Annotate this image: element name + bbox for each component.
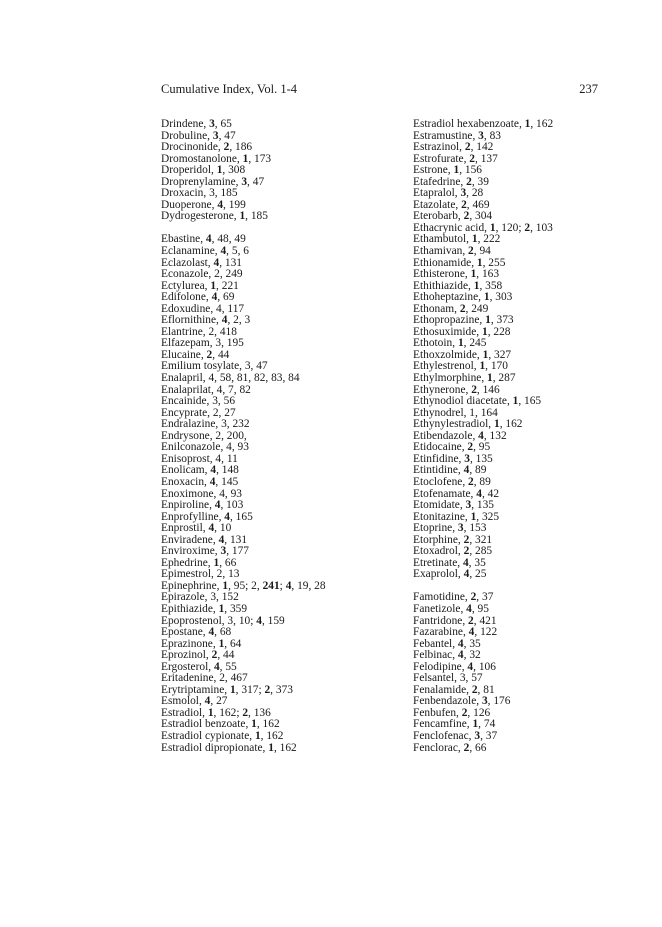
index-entry: Etidocaine, 2, 95	[413, 441, 491, 454]
index-entry: Etretinate, 4, 35	[413, 556, 486, 569]
index-entry: Ethoxzolmide, 1, 327	[413, 348, 512, 361]
index-entry: Enalapril, 4, 58, 81, 82, 83, 84	[161, 372, 300, 385]
index-entry: Endrysone, 2, 200,	[161, 429, 247, 442]
index-entry: Etofenamate, 4, 42	[413, 487, 500, 500]
index-column-right	[413, 119, 613, 754]
index-entry: Eclanamine, 4, 5, 6	[161, 245, 249, 258]
index-entry: Econazole, 2, 249	[161, 268, 243, 281]
index-entry: Ethionamide, 1, 255	[413, 256, 506, 269]
index-entry: Epinephrine, 1, 95; 2, 241; 4, 19, 28	[161, 579, 326, 592]
index-entry: Elantrine, 2, 418	[161, 325, 237, 338]
index-entry: Estradiol cypionate, 1, 162	[161, 729, 284, 742]
index-entry: Estrone, 1, 156	[413, 164, 482, 177]
index-entry: Etapralol, 3, 28	[413, 187, 484, 200]
index-entry: Elucaine, 2, 44	[161, 348, 230, 361]
index-entry: Epostane, 4, 68	[161, 626, 232, 639]
index-entry: Felbinac, 4, 32	[413, 649, 481, 662]
index-entry: Ethisterone, 1, 163	[413, 268, 500, 281]
index-entry: Ethosuximide, 1, 228	[413, 325, 511, 338]
index-entry: Etorphine, 2, 321	[413, 533, 493, 546]
running-header-title: Cumulative Index, Vol. 1-4	[161, 82, 297, 96]
index-entry: Droxacin, 3, 185	[161, 187, 238, 200]
index-entry: Estradiol dipropionate, 1, 162	[161, 741, 297, 754]
index-entry: Ethambutol, 1, 222	[413, 233, 501, 246]
index-entry: Epoprostenol, 3, 10; 4, 159	[161, 614, 285, 627]
index-entry: Fenalamide, 2, 81	[413, 683, 495, 696]
index-entry: Epithiazide, 1, 359	[161, 602, 248, 615]
index-entry: Ethopropazine, 1, 373	[413, 314, 514, 327]
index-entry: Dromostanolone, 1, 173	[161, 152, 272, 165]
index-entry: Fenclorac, 2, 66	[413, 741, 487, 754]
index-entry: Eprozinol, 2, 44	[161, 649, 235, 662]
index-entry: Edoxudine, 4, 117	[161, 302, 245, 315]
index-entry: Enolicam, 4, 148	[161, 464, 239, 477]
index-entry: Droperidol, 1, 308	[161, 164, 246, 177]
index-entry: Ethotoin, 1, 245	[413, 337, 487, 350]
index-entry: Eterobarb, 2, 304	[413, 210, 493, 223]
index-entry: Fanetizole, 4, 95	[413, 602, 489, 615]
index-entry: Ephedrine, 1, 66	[161, 556, 237, 569]
index-entry: Fantridone, 2, 421	[413, 614, 497, 627]
index-entry: Duoperone, 4, 199	[161, 198, 246, 211]
index-entry: Enoxacin, 4, 145	[161, 475, 239, 488]
index-entry: Emilium tosylate, 3, 47	[161, 360, 268, 373]
index-entry: Enviradene, 4, 131	[161, 533, 248, 546]
index-entry: Encyprate, 2, 27	[161, 406, 236, 419]
index-entry: Erytriptamine, 1, 317; 2, 373	[161, 683, 293, 696]
index-entry: Estradiol, 1, 162; 2, 136	[161, 706, 271, 719]
index-entry: Etoclofene, 2, 89	[413, 475, 491, 488]
index-entry: Ethonam, 2, 249	[413, 302, 489, 315]
index-entry: Etibendazole, 4, 132	[413, 429, 507, 442]
index-entry: Famotidine, 2, 37	[413, 591, 494, 604]
index-entry: Felodipine, 4, 106	[413, 660, 496, 673]
index-entry: Dydrogesterone, 1, 185	[161, 210, 268, 223]
index-entry: Ethynerone, 2, 146	[413, 383, 500, 396]
index-entry: Fenbendazole, 3, 176	[413, 695, 511, 708]
index-entry: Estrazinol, 2, 142	[413, 141, 494, 154]
index-entry: Etinfidine, 3, 135	[413, 452, 493, 465]
index-entry: Enalaprilat, 4, 7, 82	[161, 383, 251, 396]
index-entry: Epimestrol, 2, 13	[161, 568, 240, 581]
index-entry: Etoxadrol, 2, 285	[413, 545, 493, 558]
index-entry: Ethynodrel, 1, 164	[413, 406, 498, 419]
index-entry: Ethacrynic acid, 1, 120; 2, 103	[413, 221, 553, 234]
index-entry: Felsantel, 3, 57	[413, 672, 483, 685]
index-entry: Enprofylline, 4, 165	[161, 510, 253, 523]
index-entry: Etazolate, 2, 469	[413, 198, 490, 211]
index-entry: Fencamfine, 1, 74	[413, 718, 496, 731]
index-entry: Encainide, 3, 56	[161, 395, 236, 408]
index-entry: Epirazole, 3, 152	[161, 591, 239, 604]
index-entry: Ethoheptazine, 1, 303	[413, 291, 513, 304]
index-entry: Eprazinone, 1, 64	[161, 637, 242, 650]
index-entry: Drobuline, 3, 47	[161, 129, 236, 142]
index-entry: Estrofurate, 2, 137	[413, 152, 498, 165]
index-entry: Ectylurea, 1, 221	[161, 279, 239, 292]
index-entry: Estradiol benzoate, 1, 162	[161, 718, 280, 731]
index-entry: Etomidate, 3, 135	[413, 499, 494, 512]
index-entry: Enpiroline, 4, 103	[161, 499, 244, 512]
index-entry: Eritadenine, 2, 467	[161, 672, 248, 685]
index-entry: Enisoprost, 4, 11	[161, 452, 238, 465]
index-entry: Ethynodiol diacetate, 1, 165	[413, 395, 542, 408]
index-entry: Febantel, 4, 35	[413, 637, 481, 650]
index-entry: Enoximone, 4, 93	[161, 487, 242, 500]
index-entry: Estramustine, 3, 83	[413, 129, 501, 142]
index-entry: Eclazolast, 4, 131	[161, 256, 242, 269]
index-entry: Ebastine, 4, 48, 49	[161, 233, 246, 246]
index-entry: Enprostil, 4, 10	[161, 522, 232, 535]
index-entry: Ethamivan, 2, 94	[413, 245, 491, 258]
index-entry: Fenclofenac, 3, 37	[413, 729, 498, 742]
index-entry: Endralazine, 3, 232	[161, 418, 250, 431]
index-entry: Estradiol hexabenzoate, 1, 162	[413, 118, 554, 130]
page-number: 237	[579, 82, 598, 96]
index-entry: Etonitazine, 1, 325	[413, 510, 500, 523]
index-entry: Etafedrine, 2, 39	[413, 175, 489, 188]
index-entry: Fazarabine, 4, 122	[413, 626, 498, 639]
index-entry: Enilconazole, 4, 93	[161, 441, 249, 454]
index-entry: Ergosterol, 4, 55	[161, 660, 237, 673]
index-entry: Edifolone, 4, 69	[161, 291, 235, 304]
index-entry: Exaprolol, 4, 25	[413, 568, 487, 581]
index-entry: Ethithiazide, 1, 358	[413, 279, 503, 292]
index-entry: Ethynylestradiol, 1, 162	[413, 418, 523, 431]
index-entry: Drocinonide, 2, 186	[161, 141, 253, 154]
index-column-left	[161, 119, 391, 754]
index-entry: Etoprine, 3, 153	[413, 522, 487, 535]
index-entry: Ethylestrenol, 1, 170	[413, 360, 508, 373]
index-entry: Enviroxime, 3, 177	[161, 545, 249, 558]
index-entry: Elfazepam, 3, 195	[161, 337, 244, 350]
index-entry: Drindene, 3, 65	[161, 118, 232, 130]
index-entry: Esmolol, 4, 27	[161, 695, 228, 708]
index-entry: Etintidine, 4, 89	[413, 464, 487, 477]
index-entry: Fenbufen, 2, 126	[413, 706, 491, 719]
index-entry: Eflornithine, 4, 2, 3	[161, 314, 251, 327]
index-entry: Ethylmorphine, 1, 287	[413, 372, 516, 385]
index-entry: Droprenylamine, 3, 47	[161, 175, 265, 188]
